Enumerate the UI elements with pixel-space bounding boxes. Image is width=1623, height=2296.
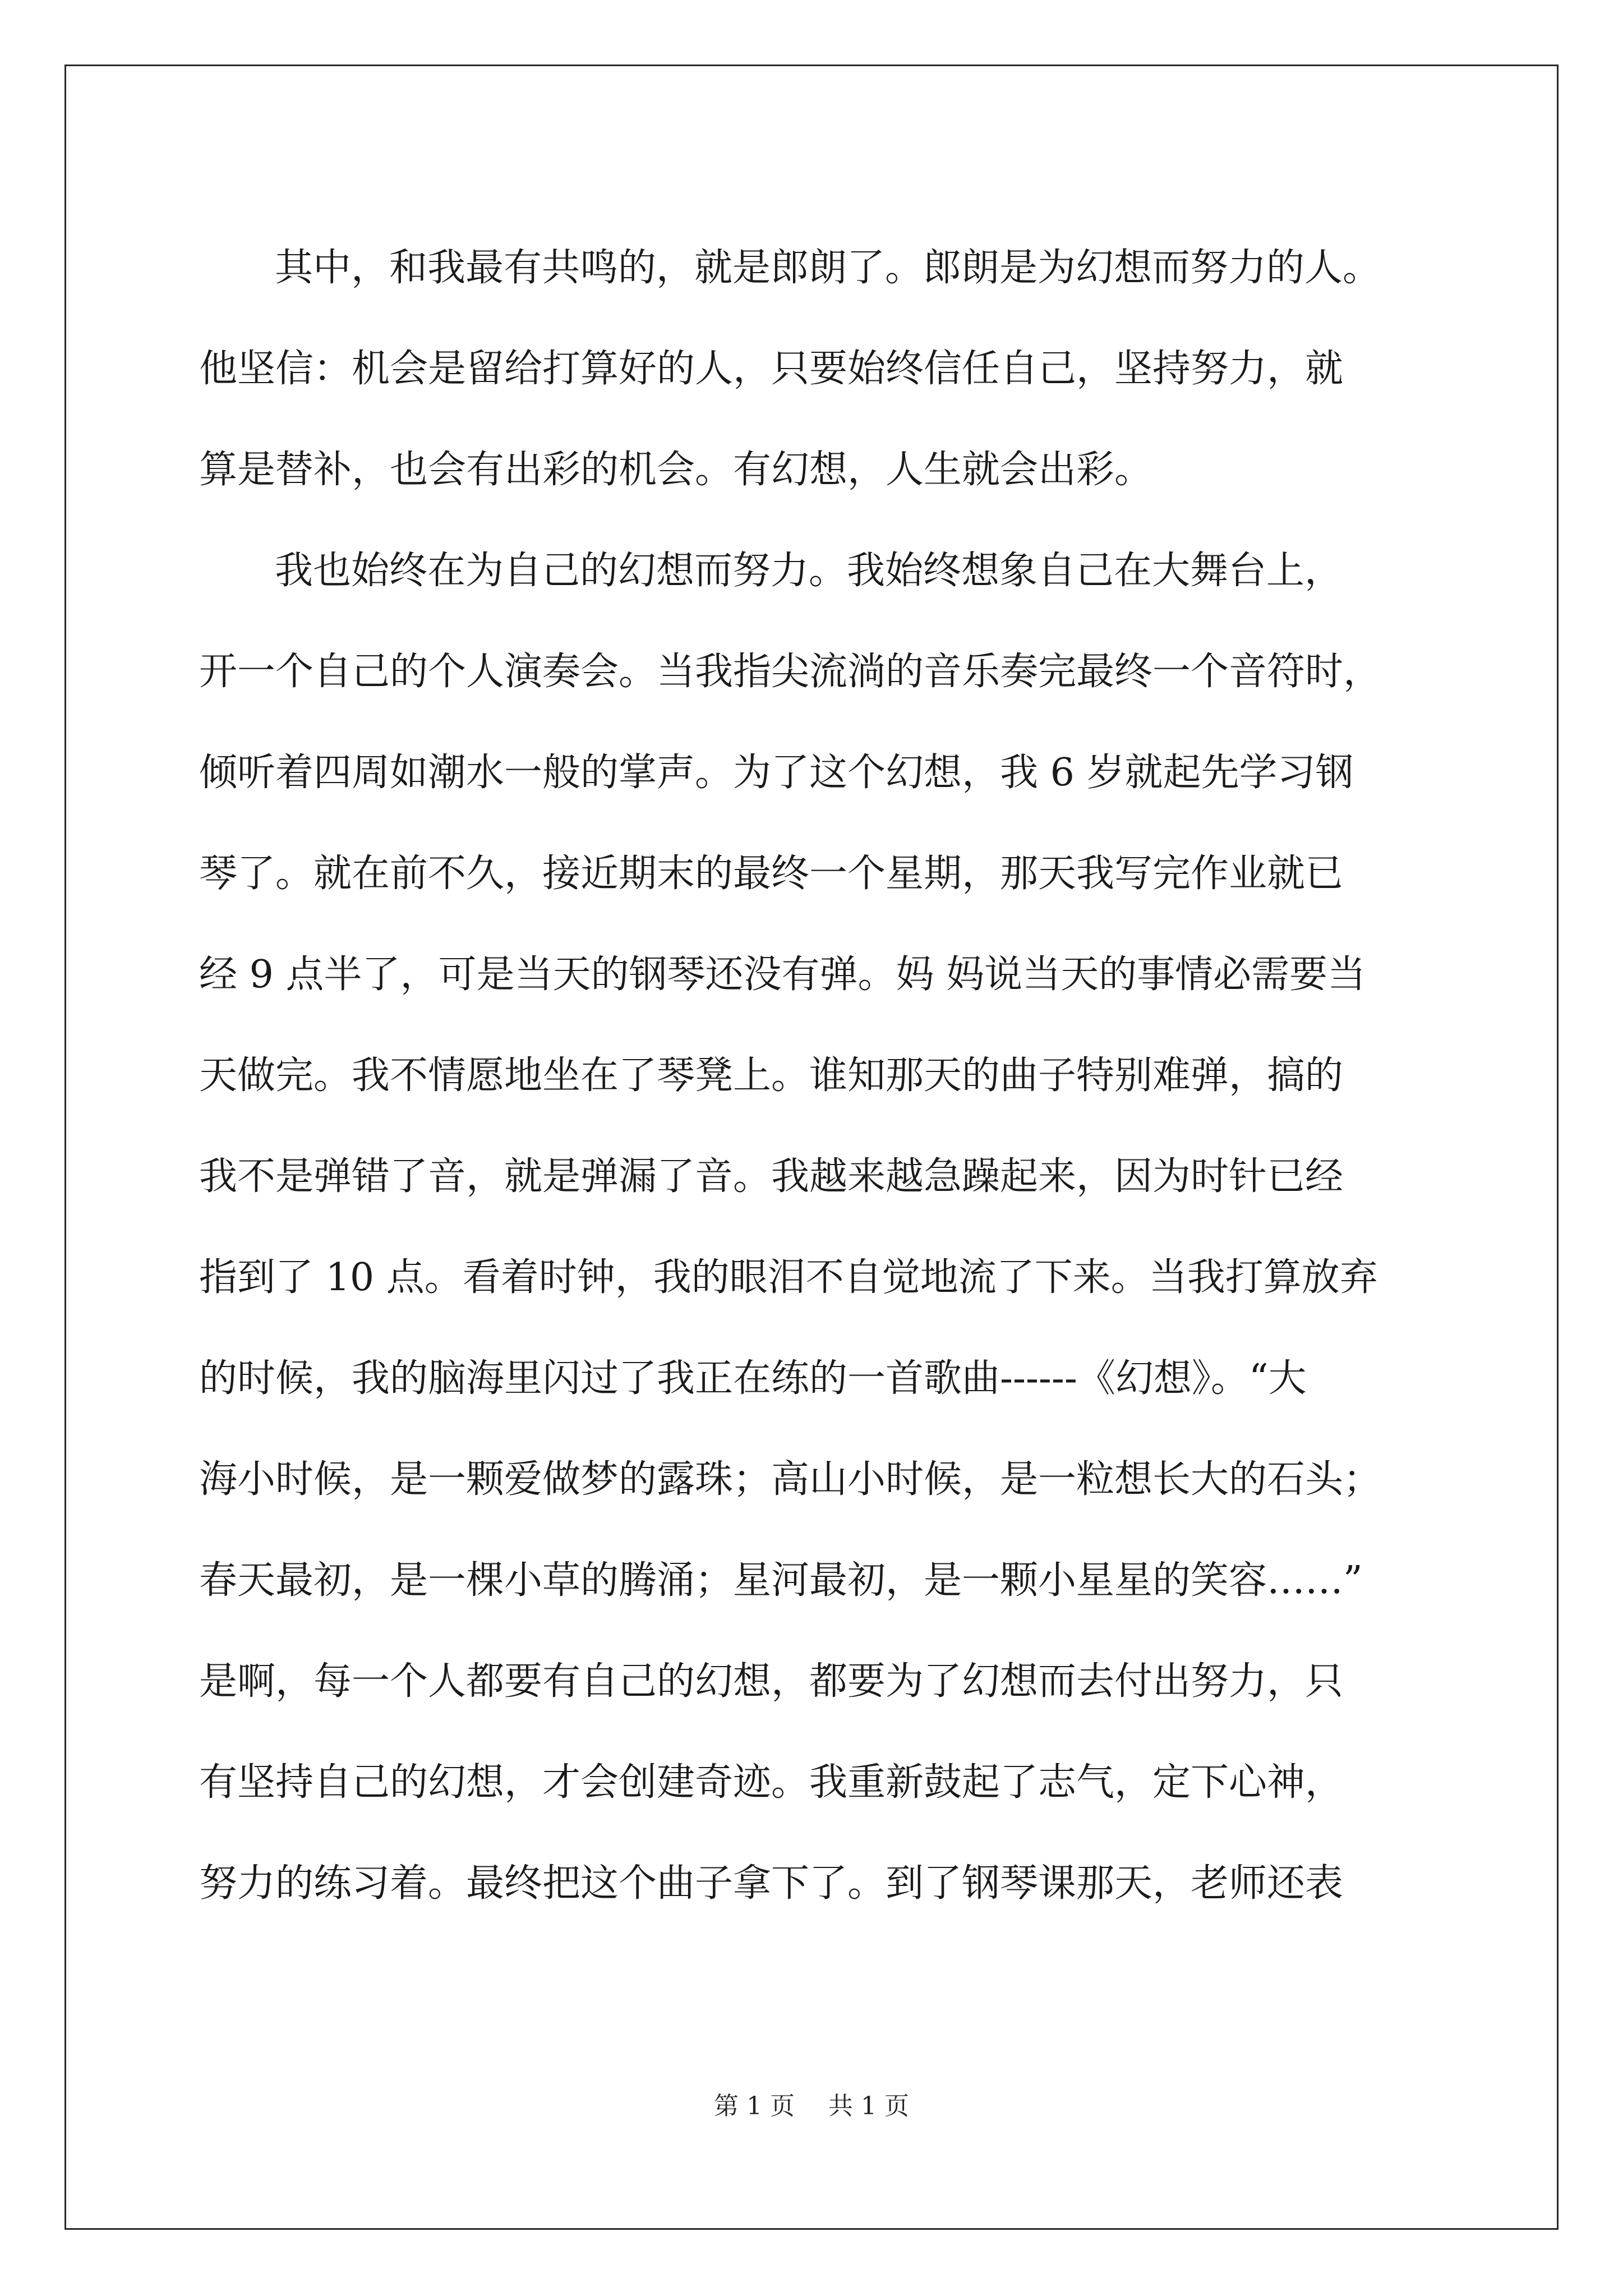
page-footer	[0, 2086, 1623, 2122]
text-line: 琴了。就在前不久，接近期末的最终一个星期，那天我写完作业就已	[199, 852, 1344, 896]
document-body	[199, 218, 1433, 1934]
text-line: 经 9 点半了，可是当天的钢琴还没有弹。妈 妈说当天的事情必需要当	[199, 953, 1366, 997]
text-line: 天做完。我不情愿地坐在了琴凳上。谁知那天的曲子特别难弹，搞的	[199, 1053, 1344, 1098]
page-number: 第 1 页	[714, 2092, 795, 2120]
text-line: 我也始终在为自己的幻想而努力。我始终想象自己在大舞台上，	[275, 549, 1343, 593]
text-line: 是啊，每一个人都要有自己的幻想，都要为了幻想而去付出努力，只	[199, 1659, 1344, 1704]
text-line: 有坚持自己的幻想，才会创建奇迹。我重新鼓起了志气，定下心神，	[199, 1760, 1344, 1805]
text-line: 春天最初，是一棵小草的腾涌；星河最初，是一颗小星星的笑容……”	[199, 1558, 1363, 1603]
text-line: 他坚信：机会是留给打算好的人，只要始终信任自己，坚持努力，就	[199, 347, 1344, 391]
page-total: 共 1 页	[828, 2092, 909, 2120]
text-line: 指到了 10 点。看着时钟，我的眼泪不自觉地流了下来。当我打算放弃	[199, 1255, 1378, 1300]
text-line: 我不是弹错了音，就是弹漏了音。我越来越急躁起来，因为时针已经	[199, 1154, 1344, 1199]
text-line: 其中，和我最有共鸣的，就是郎朗了。郎朗是为幻想而努力的人。	[275, 246, 1381, 290]
text-line: 开一个自己的个人演奏会。当我指尖流淌的音乐奏完最终一个音符时，	[199, 650, 1382, 694]
text-line: 倾听着四周如潮水一般的掌声。为了这个幻想，我 6 岁就起先学习钢	[199, 751, 1354, 795]
text-line: 的时候，我的脑海里闪过了我正在练的一首歌曲------《幻想》。“大	[199, 1356, 1307, 1401]
text-line: 努力的练习着。最终把这个曲子拿下了。到了钢琴课那天，老师还表	[199, 1861, 1344, 1906]
text-line: 算是替补，也会有出彩的机会。有幻想，人生就会出彩。	[199, 448, 1153, 492]
text-line: 海小时候，是一颗爱做梦的露珠；高山小时候，是一粒想长大的石头；	[199, 1457, 1382, 1502]
